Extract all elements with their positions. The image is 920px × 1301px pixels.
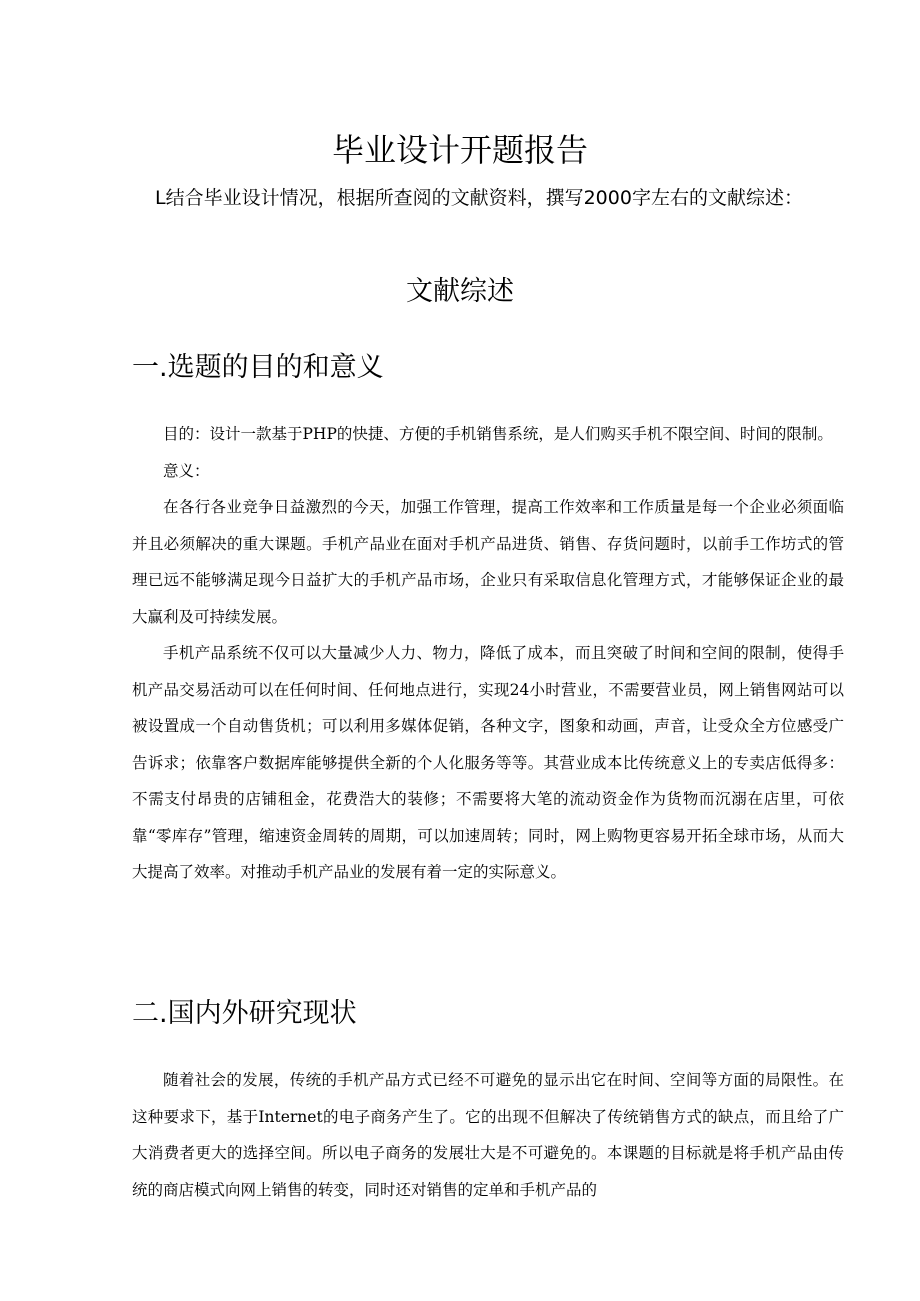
paragraph: 在各行各业竞争日益激烈的今天，加强工作管理，提高工作效率和工作质量是每一个企业必须面临并且必须解决的重大课题。手机产品业在面对手机产品进货、销售、存货问题时，以前手工作坊式的管理已远不能够满足现今日益扩大的手机产品市场，企业只有采取信息化管理方式，才能够保证企业的最大赢利及可持续发展。 xyxy=(132,498,844,626)
section-heading-purpose: 一.选题的目的和意义 xyxy=(132,352,384,383)
paragraph: 目的：设计一款基于PHP的快捷、方便的手机销售系统，是人们购买手机不限空间、时间的限制。 xyxy=(163,425,833,443)
paragraph: 手机产品系统不仅可以大量减少人力、物力，降低了成本，而且突破了时间和空间的限制，使得手机产品交易活动可以在任何时间、任何地点进行，实现24小时营业，不需要营业员，网上销售网站可以被设置成一个自动售货机；可以利用多媒体促销，各种文字，图象和动画，声音，让受众全方位感受广告诉求；依靠客户数据库能够提供全新的个人化服务等等。其营业成本比传统意义上的专卖店低得多：不需支付昂贵的店铺租金，花费浩大的装修；不需要将大笔的流动资金作为货物而沉溺在店里，可依靠“零库存”管理，缩速资金周转的周期，可以加速周转；同时，网上购物更容易开拓全球市场，从而大大提高了效率。对推动手机产品业的发展有着一定的实际意义。 xyxy=(132,644,844,881)
page-title: 毕业设计开题报告 xyxy=(331,131,588,169)
instruction-text: L结合毕业设计情况，根据所查阅的文献资料，撰写2000字左右的文献综述： xyxy=(155,187,803,209)
section-body-research-status xyxy=(132,1062,844,1208)
paragraph: 意义： xyxy=(163,461,210,480)
paragraph: 随着社会的发展，传统的手机产品方式已经不可避免的显示出它在时间、空间等方面的局限性。在这种要求下，基于Internet的电子商务产生了。它的出现不但解决了传统销售方式的缺点，而且给了广大消费者更大的选择空间。所以电子商务的发展壮大是不可避免的。本课题的目标就是将手机产品由传统的商店模式向网上销售的转变，同时还对销售的定单和手机产品的 xyxy=(132,1071,844,1199)
section-body-purpose xyxy=(132,416,844,891)
section-subtitle: 文献综述 xyxy=(406,276,514,307)
section-heading-research-status: 二.国内外研究现状 xyxy=(132,998,357,1029)
